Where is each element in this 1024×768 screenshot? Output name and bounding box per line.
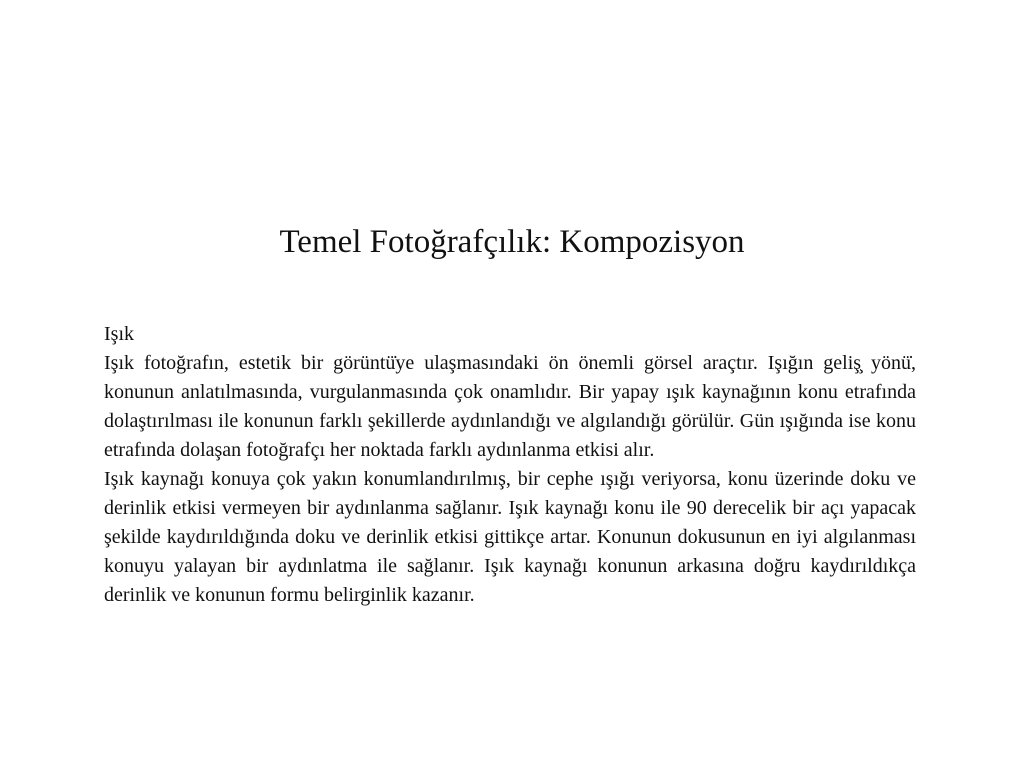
- section-heading: Işık: [104, 323, 134, 345]
- body-paragraph: Işık fotoğrafın, estetik bir görüntü̇ye ulaşmasındaki ön önemli görsel araçtır. Işığın geliş̧ yönü̇, konunun anlatılmasında, vurgulanmasında çok onamlıdır. Bir yapay ışık kaynağının konu etrafında dolaştırılması ile konunun farklı şekillerde aydınlandığı ve algılandığı görülür. Gün ışığında ise konu etrafında dolaşan fotoğrafçı her noktada farklı aydınlanma etkisi alır.: [104, 352, 916, 461]
- slide-title: Temel Fotoğrafçılık: Kompozisyon: [279, 224, 745, 260]
- slide-body: [104, 320, 916, 610]
- body-paragraph: Işık kaynağı konuya çok yakın konumlandırılmış, bir cephe ışığı veriyorsa, konu üzerinde doku ve derinlik etkisi vermeyen bir aydınlanma sağlanır. Işık kaynağı konu ile 90 derecelik bir açı yapacak şekilde kaydırıldığında doku ve derinlik etkisi gittikçe artar. Konunun dokusunun en iyi algılanması konuyu yalayan bir aydınlatma ile sağlanır. Işık kaynağı konunun arkasına doğru kaydırıldıkça derinlik ve konunun formu belirginlik kazanır.: [104, 468, 916, 606]
